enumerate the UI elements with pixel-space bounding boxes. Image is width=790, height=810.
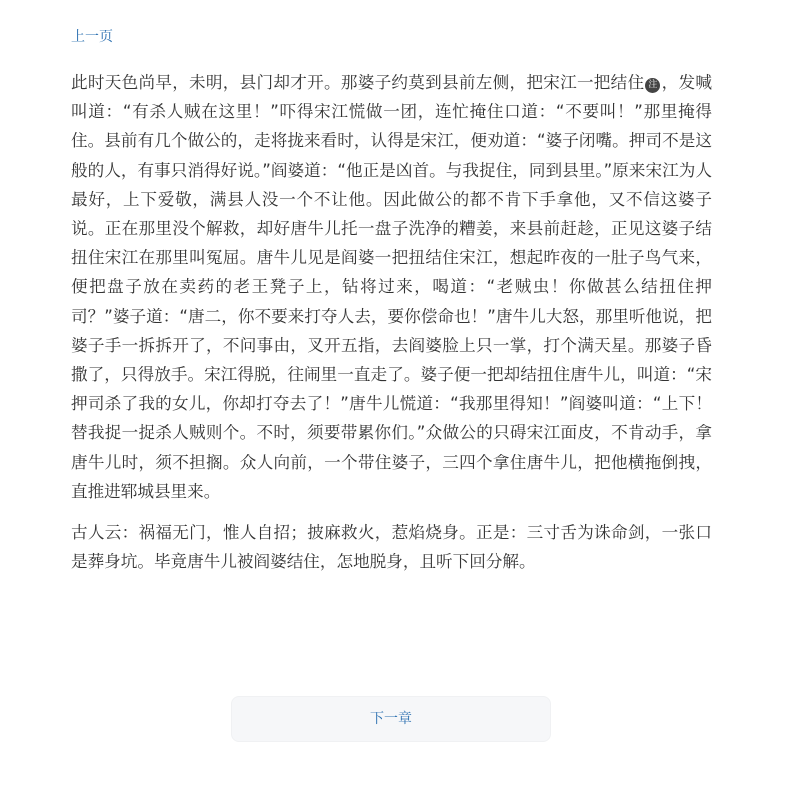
next-chapter-button[interactable]: 下一章 (231, 696, 551, 742)
chapter-content (71, 68, 712, 576)
paragraph-1-text-b: ，发喊叫道：“有杀人贼在这里！”吓得宋江慌做一团，连忙掩住口道：“不要叫！”那里掩得住。县前有几个做公的，走将拢来看时，认得是宋江，便劝道：“婆子闭嘴。押司不是这般的人，有事只消得好说。”阎婆道：“他正是凶首。与我捉住，同到县里。”原来宋江为人最好，上下爱敬，满县人没一个不让他。因此做公的都不肯下手拿他，又不信这婆子说。正在那里没个解救，却好唐牛儿托一盘子洗净的糟姜，来县前赶趁，正见这婆子结扭住宋江在那里叫冤屈。唐牛儿见是阎婆一把扭结住宋江，想起昨夜的一肚子鸟气来，便把盘子放在卖药的老王凳子上，钻将过来，喝道：“老贼虫！你做甚么结扭住押司？”婆子道：“唐二，你不要来打夺人去，要你偿命也！”唐牛儿大怒，那里听他说，把婆子手一拆拆开了，不问事由，叉开五指，去阎婆脸上只一掌，打个满天星。那婆子昏撒了，只得放手。宋江得脱，往闹里一直走了。婆子便一把却结扭住唐牛儿，叫道：“宋押司杀了我的女儿，你却打夺去了！”唐牛儿慌道：“我那里得知！”阎婆叫道：“上下！替我捉一捉杀人贼则个。不时，须要带累你们。”众做公的只碍宋江面皮，不肯动手，拿唐牛儿时，须不担搁。众人向前，一个带住婆子，三四个拿住唐牛儿，把他横拖倒拽，直推进郓城县里来。 (71, 73, 713, 501)
paragraph-1 (71, 68, 712, 506)
paragraph-2: 古人云：祸福无门，惟人自招；披麻救火，惹焰烧身。正是：三寸舌为诛命剑，一张口是葬身坑。毕竟唐牛儿被阎婆结住，怎地脱身，且听下回分解。 (71, 523, 712, 572)
paragraph-1-text-a: 此时天色尚早，未明，县门却才开。那婆子约莫到县前左侧，把宋江一把结住 (71, 73, 645, 92)
prev-page-link[interactable]: 上一页 (71, 29, 113, 45)
note-icon[interactable]: 注 (645, 78, 660, 93)
